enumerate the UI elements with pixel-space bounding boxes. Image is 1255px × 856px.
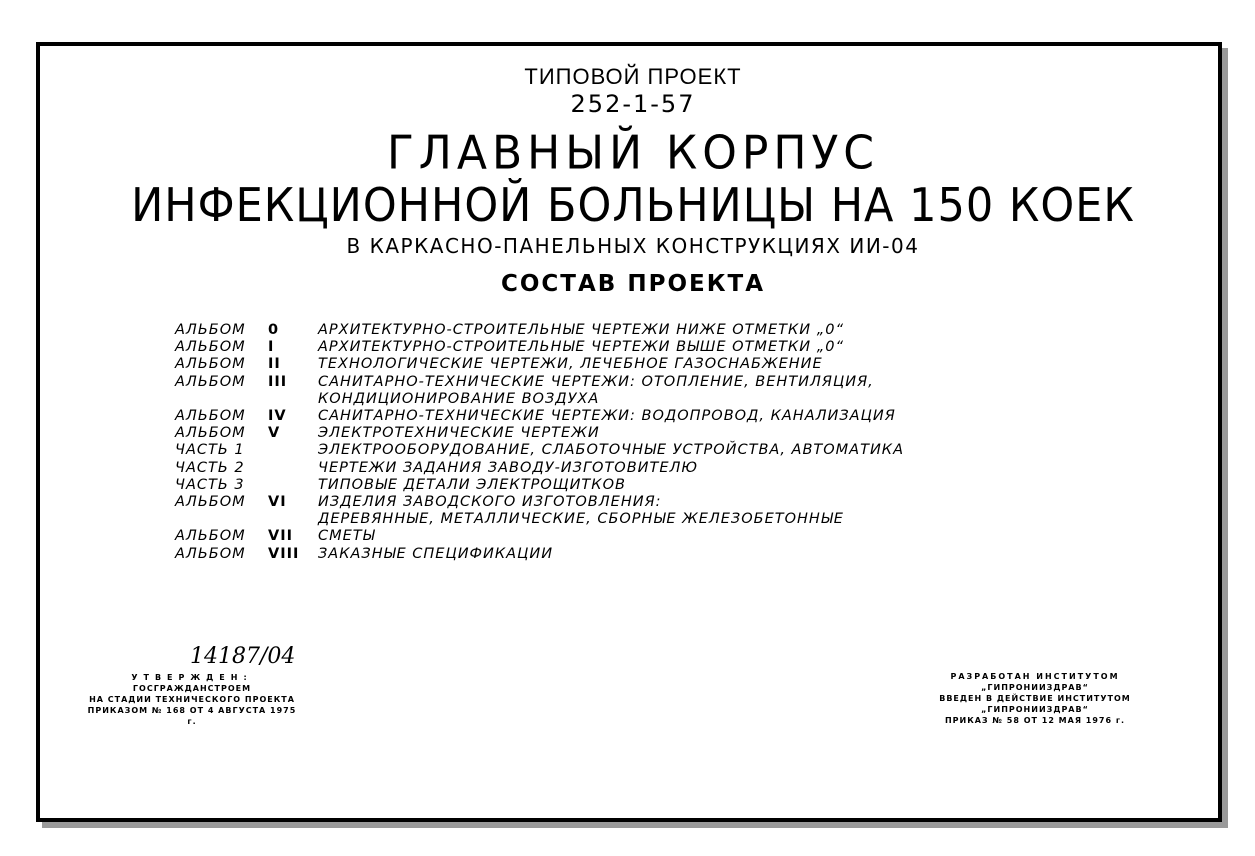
approval-line-3: НА СТАДИИ ТЕХНИЧЕСКОГО ПРОЕКТА (89, 695, 295, 704)
album-number: IV (268, 408, 287, 424)
album-description: ДЕРЕВЯННЫЕ, МЕТАЛЛИЧЕСКИЕ, СБОРНЫЕ ЖЕЛЕЗОБЕТОННЫЕ (318, 511, 844, 528)
album-number: VIII (268, 545, 300, 562)
album-number: 0 (268, 322, 280, 338)
document-frame (36, 42, 1222, 822)
album-label: АЛЬБОМ (175, 408, 246, 424)
album-number: II (268, 356, 281, 373)
album-description: ЭЛЕКТРОТЕХНИЧЕСКИЕ ЧЕРТЕЖИ (318, 425, 600, 442)
title-line-2: ИНФЕКЦИОННОЙ БОЛЬНИЦЫ НА 150 КОЕК (131, 179, 1135, 233)
album-description: ИЗДЕЛИЯ ЗАВОДСКОГО ИЗГОТОВЛЕНИЯ: (318, 494, 662, 510)
section-heading: СОСТАВ ПРОЕКТА (501, 271, 765, 297)
album-number: VII (268, 528, 294, 545)
approval-line-1: УТВЕРЖДЕН: (131, 673, 253, 682)
subtitle: В КАРКАСНО-ПАНЕЛЬНЫХ КОНСТРУКЦИЯХ ИИ-04 (346, 234, 920, 258)
album-number: III (268, 373, 288, 390)
album-label: АЛЬБОМ (175, 373, 246, 390)
album-label: АЛЬБОМ (175, 528, 246, 545)
developer-note (920, 671, 1150, 726)
developer-line-1: РАЗРАБОТАН ИНСТИТУТОМ (950, 672, 1120, 681)
developer-line-4: „ГИПРОНИИЗДРАВ“ (981, 705, 1089, 714)
album-label: АЛЬБОМ (175, 425, 246, 442)
album-description: КОНДИЦИОНИРОВАНИЕ ВОЗДУХА (318, 390, 600, 407)
album-label: ЧАСТЬ 1 (175, 442, 245, 459)
developer-line-2: „ГИПРОНИИЗДРАВ“ (981, 683, 1089, 692)
project-type: ТИПОВОЙ ПРОЕКТ (524, 64, 742, 89)
album-description: ТЕХНОЛОГИЧЕСКИЕ ЧЕРТЕЖИ, ЛЕЧЕБНОЕ ГАЗОСНАБЖЕНИЕ (318, 356, 823, 373)
title-line-1: ГЛАВНЫЙ КОРПУС (386, 126, 880, 181)
album-label: АЛЬБОМ (175, 494, 246, 510)
album-description: ЭЛЕКТРООБОРУДОВАНИЕ, СЛАБОТОЧНЫЕ УСТРОЙСТВА, АВТОМАТИКА (318, 442, 905, 459)
developer-line-3: ВВЕДЕН В ДЕЙСТВИЕ ИНСТИТУТОМ (939, 694, 1131, 703)
inventory-number: 14187/04 (190, 644, 296, 669)
album-label: АЛЬБОМ (175, 339, 246, 356)
album-description: ЧЕРТЕЖИ ЗАДАНИЯ ЗАВОДУ-ИЗГОТОВИТЕЛЮ (318, 459, 699, 476)
album-number: VI (268, 494, 287, 510)
album-label: ЧАСТЬ 3 (175, 476, 245, 493)
project-number: 252-1-57 (570, 90, 696, 118)
album-description: САНИТАРНО-ТЕХНИЧЕСКИЕ ЧЕРТЕЖИ: ВОДОПРОВОД, КАНАЛИЗАЦИЯ (318, 408, 896, 424)
album-label: ЧАСТЬ 2 (175, 459, 245, 476)
developer-line-5: ПРИКАЗ № 58 ОТ 12 МАЯ 1976 г. (944, 716, 1126, 725)
album-number: I (268, 339, 275, 356)
album-description: ЗАКАЗНЫЕ СПЕЦИФИКАЦИИ (318, 545, 554, 562)
album-label: АЛЬБОМ (175, 356, 246, 373)
approval-line-2: ГОСГРАЖДАНСТРОЕМ (132, 684, 252, 693)
album-description: СМЕТЫ (318, 528, 376, 545)
album-label: АЛЬБОМ (175, 545, 246, 562)
album-description: САНИТАРНО-ТЕХНИЧЕСКИЕ ЧЕРТЕЖИ: ОТОПЛЕНИЕ, ВЕНТИЛЯЦИЯ, (318, 373, 874, 390)
album-description: АРХИТЕКТУРНО-СТРОИТЕЛЬНЫЕ ЧЕРТЕЖИ НИЖЕ ОТМЕТКИ „0“ (318, 322, 845, 338)
album-description: ТИПОВЫЕ ДЕТАЛИ ЭЛЕКТРОЩИТКОВ (318, 476, 626, 493)
album-label: АЛЬБОМ (175, 322, 246, 338)
album-description: АРХИТЕКТУРНО-СТРОИТЕЛЬНЫЕ ЧЕРТЕЖИ ВЫШЕ ОТМЕТКИ „0“ (318, 339, 844, 356)
approval-line-4: ПРИКАЗОМ № 168 ОТ 4 АВГУСТА 1975 г. (87, 706, 297, 726)
album-number: V (268, 425, 281, 442)
approval-note (82, 672, 302, 727)
